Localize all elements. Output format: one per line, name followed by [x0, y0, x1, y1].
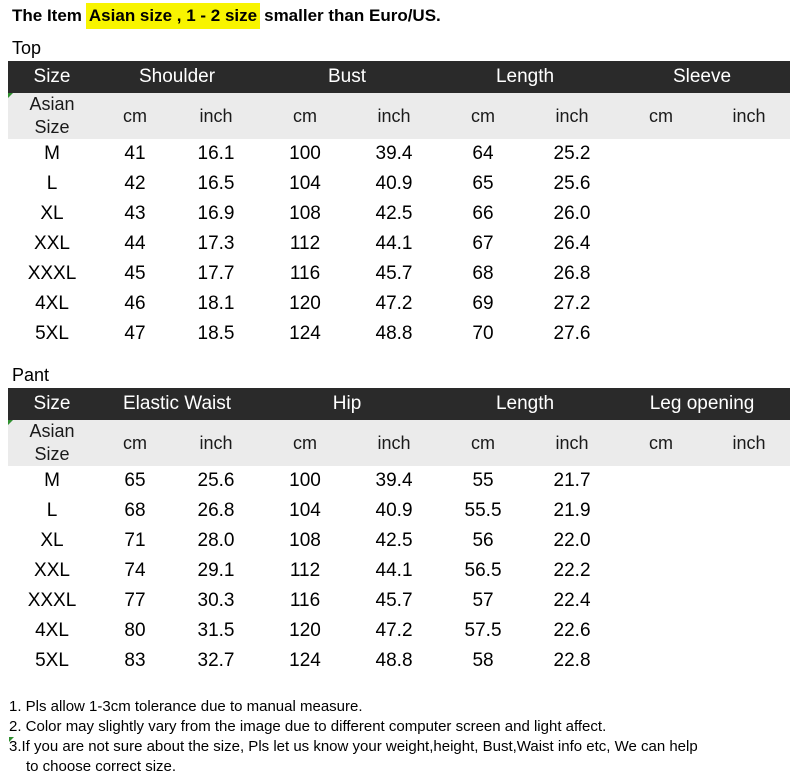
top-value-cell [614, 259, 708, 289]
pant-unit-cell: cm [258, 420, 352, 466]
pant-value-cell: 58 [472, 650, 494, 671]
pant-value-cell: 104 [289, 500, 321, 521]
top-value-cell: 39.4 [375, 143, 413, 164]
top-column-header: Sleeve [614, 61, 790, 93]
pant-column-header: Length [436, 388, 614, 420]
top-table-row [8, 289, 790, 319]
top-value-cell: 48.8 [375, 323, 413, 344]
pant-value-cell: 39.4 [375, 470, 413, 491]
pant-size-cell: XL [40, 530, 64, 551]
pant-value-cell: 22.2 [553, 560, 591, 581]
top-size-cell: XXXL [27, 263, 77, 284]
pant-column-header: Leg opening [614, 388, 790, 420]
pant-unit-cell: cm [96, 420, 174, 466]
pant-column-header: Size [8, 388, 96, 420]
note-3-continued: to choose correct size. [26, 758, 177, 775]
top-value-cell: 120 [289, 293, 321, 314]
pant-section-label: Pant [12, 365, 50, 385]
top-value-cell: 40.9 [375, 173, 413, 194]
top-unit-row [8, 93, 790, 139]
pant-value-cell: 32.7 [197, 650, 235, 671]
top-column-header: Size [8, 61, 96, 93]
pant-value-cell: 21.9 [553, 500, 591, 521]
top-column-header: Bust [258, 61, 436, 93]
top-value-cell: 47 [124, 323, 146, 344]
pant-value-cell [614, 496, 708, 526]
top-size-cell: XXL [34, 233, 70, 254]
top-value-cell [708, 319, 790, 349]
pant-value-cell: 26.8 [197, 500, 235, 521]
pant-value-cell: 22.4 [553, 590, 591, 611]
top-unit-cell: inch [530, 93, 614, 139]
pant-asian-size-line: Size [34, 444, 70, 464]
top-size-cell: 4XL [35, 293, 69, 314]
top-value-cell [614, 289, 708, 319]
top-value-cell: 42 [124, 173, 146, 194]
top-value-cell: 27.2 [553, 293, 591, 314]
pant-value-cell: 116 [289, 590, 321, 611]
pant-value-cell [708, 586, 790, 616]
pant-size-cell: XXL [34, 560, 70, 581]
pant-table-row [8, 586, 790, 616]
pant-value-cell: 45.7 [375, 590, 413, 611]
pant-column-header: Hip [258, 388, 436, 420]
top-table-row [8, 319, 790, 349]
top-value-cell: 44 [124, 233, 146, 254]
top-value-cell: 100 [289, 143, 321, 164]
pant-value-cell: 55 [472, 470, 494, 491]
pant-value-cell [708, 466, 790, 496]
top-column-header: Length [436, 61, 614, 93]
top-value-cell [614, 139, 708, 169]
top-unit-cell: inch [174, 93, 258, 139]
note-1: 1. Pls allow 1-3cm tolerance due to manual measure. [9, 698, 363, 715]
top-value-cell: 16.9 [197, 203, 235, 224]
top-table-row [8, 169, 790, 199]
corner-marker-icon [8, 93, 13, 98]
top-value-cell [708, 259, 790, 289]
pant-value-cell: 22.6 [553, 620, 591, 641]
note-3 [9, 737, 794, 757]
pant-table-row [8, 466, 790, 496]
pant-value-cell: 120 [289, 620, 321, 641]
pant-value-cell: 71 [124, 530, 146, 551]
headline [12, 3, 441, 29]
top-value-cell: 70 [472, 323, 494, 344]
pant-value-cell [614, 646, 708, 676]
top-value-cell: 17.7 [197, 263, 235, 284]
top-table-row [8, 229, 790, 259]
top-value-cell: 112 [289, 233, 321, 254]
headline-highlight: Asian size , 1 - 2 size [86, 3, 260, 29]
top-value-cell: 108 [289, 203, 321, 224]
top-asian-size-label [8, 93, 96, 139]
top-unit-cell: cm [614, 93, 708, 139]
top-value-cell [708, 169, 790, 199]
pant-value-cell [614, 586, 708, 616]
top-size-cell: M [44, 143, 60, 164]
pant-unit-cell: inch [530, 420, 614, 466]
top-table-row [8, 199, 790, 229]
headline-post: smaller than Euro/US. [264, 6, 441, 25]
top-value-cell [614, 319, 708, 349]
pant-value-cell: 77 [124, 590, 146, 611]
top-value-cell: 45 [124, 263, 146, 284]
top-value-cell: 104 [289, 173, 321, 194]
top-asian-size-line: Asian [29, 94, 75, 114]
pant-size-cell: M [44, 470, 60, 491]
top-value-cell: 42.5 [375, 203, 413, 224]
top-value-cell: 18.1 [197, 293, 235, 314]
top-value-cell: 69 [472, 293, 494, 314]
top-header-row [8, 61, 790, 93]
top-asian-size-line: Size [34, 117, 70, 137]
top-value-cell: 16.5 [197, 173, 235, 194]
pant-value-cell: 25.6 [197, 470, 235, 491]
pant-value-cell: 57.5 [464, 620, 502, 641]
top-value-cell: 43 [124, 203, 146, 224]
pant-size-cell: 4XL [35, 620, 69, 641]
pant-unit-cell: cm [614, 420, 708, 466]
top-value-cell: 25.2 [553, 143, 591, 164]
top-table-row [8, 259, 790, 289]
pant-value-cell: 30.3 [197, 590, 235, 611]
pant-value-cell: 29.1 [197, 560, 235, 581]
top-value-cell: 27.6 [553, 323, 591, 344]
top-value-cell [614, 199, 708, 229]
pant-table-row [8, 496, 790, 526]
pant-value-cell: 56 [472, 530, 494, 551]
pant-value-cell: 22.0 [553, 530, 591, 551]
pant-value-cell [614, 616, 708, 646]
top-value-cell: 64 [472, 143, 494, 164]
corner-marker-icon [8, 420, 13, 425]
pant-value-cell: 83 [124, 650, 146, 671]
top-value-cell: 26.0 [553, 203, 591, 224]
top-size-cell: 5XL [35, 323, 69, 344]
pant-asian-size-line: Asian [29, 421, 75, 441]
pant-value-cell: 74 [124, 560, 146, 581]
pant-unit-row [8, 420, 790, 466]
pant-value-cell: 47.2 [375, 620, 413, 641]
pant-unit-cell: inch [708, 420, 790, 466]
pant-header-row [8, 388, 790, 420]
pant-value-cell: 55.5 [464, 500, 502, 521]
pant-value-cell: 65 [124, 470, 146, 491]
pant-value-cell [708, 556, 790, 586]
pant-value-cell: 31.5 [197, 620, 235, 641]
pant-value-cell [708, 496, 790, 526]
top-unit-cell: inch [352, 93, 436, 139]
top-value-cell: 68 [472, 263, 494, 284]
top-value-cell: 47.2 [375, 293, 413, 314]
top-unit-cell: cm [96, 93, 174, 139]
top-unit-cell: cm [258, 93, 352, 139]
top-value-cell: 45.7 [375, 263, 413, 284]
pant-value-cell: 42.5 [375, 530, 413, 551]
pant-value-cell: 22.8 [553, 650, 591, 671]
top-value-cell: 18.5 [197, 323, 235, 344]
pant-value-cell: 21.7 [553, 470, 591, 491]
top-value-cell: 67 [472, 233, 494, 254]
top-value-cell: 46 [124, 293, 146, 314]
pant-asian-size-label [8, 420, 96, 466]
pant-value-cell: 124 [289, 650, 321, 671]
pant-size-cell: L [46, 500, 58, 521]
pant-size-table [8, 388, 790, 676]
pant-value-cell: 28.0 [197, 530, 235, 551]
top-value-cell [708, 199, 790, 229]
pant-table-row [8, 526, 790, 556]
pant-value-cell: 68 [124, 500, 146, 521]
pant-table-row [8, 646, 790, 676]
top-section-label: Top [12, 38, 42, 58]
pant-unit-cell: cm [436, 420, 530, 466]
top-value-cell: 25.6 [553, 173, 591, 194]
pant-value-cell: 57 [472, 590, 494, 611]
top-value-cell [708, 229, 790, 259]
top-unit-cell: cm [436, 93, 530, 139]
top-value-cell: 116 [289, 263, 321, 284]
top-value-cell: 26.4 [553, 233, 591, 254]
pant-value-cell [614, 526, 708, 556]
note-3-text: 3.If you are not sure about the size, Pls let us know your weight,height, Bust,Waist info etc, We can help [9, 738, 698, 755]
pant-value-cell: 56.5 [464, 560, 502, 581]
top-size-cell: XL [40, 203, 64, 224]
top-value-cell [708, 289, 790, 319]
top-value-cell: 65 [472, 173, 494, 194]
pant-value-cell: 44.1 [375, 560, 413, 581]
corner-marker-icon [9, 737, 14, 742]
pant-unit-cell: inch [352, 420, 436, 466]
headline-pre: The Item [12, 6, 82, 25]
top-value-cell: 66 [472, 203, 494, 224]
top-value-cell [614, 229, 708, 259]
pant-table-row [8, 556, 790, 586]
top-value-cell: 17.3 [197, 233, 235, 254]
pant-value-cell [708, 646, 790, 676]
pant-table-row [8, 616, 790, 646]
top-size-cell: L [46, 173, 58, 194]
top-value-cell [614, 169, 708, 199]
pant-value-cell: 48.8 [375, 650, 413, 671]
pant-value-cell: 100 [289, 470, 321, 491]
top-value-cell: 26.8 [553, 263, 591, 284]
top-size-table [8, 61, 790, 349]
pant-unit-cell: inch [174, 420, 258, 466]
top-value-cell: 16.1 [197, 143, 235, 164]
pant-value-cell [708, 616, 790, 646]
pant-value-cell [614, 556, 708, 586]
notes [9, 697, 794, 777]
pant-value-cell: 40.9 [375, 500, 413, 521]
pant-column-header: Elastic Waist [96, 388, 258, 420]
note-2: 2. Color may slightly vary from the image due to different computer screen and light affect. [9, 718, 607, 735]
top-value-cell: 44.1 [375, 233, 413, 254]
pant-value-cell: 80 [124, 620, 146, 641]
top-value-cell [708, 139, 790, 169]
pant-size-cell: XXXL [27, 590, 77, 611]
top-unit-cell: inch [708, 93, 790, 139]
pant-value-cell [614, 466, 708, 496]
top-column-header: Shoulder [96, 61, 258, 93]
top-value-cell: 124 [289, 323, 321, 344]
top-value-cell: 41 [124, 143, 146, 164]
top-table-row [8, 139, 790, 169]
pant-value-cell: 108 [289, 530, 321, 551]
pant-value-cell [708, 526, 790, 556]
pant-size-cell: 5XL [35, 650, 69, 671]
pant-value-cell: 112 [289, 560, 321, 581]
